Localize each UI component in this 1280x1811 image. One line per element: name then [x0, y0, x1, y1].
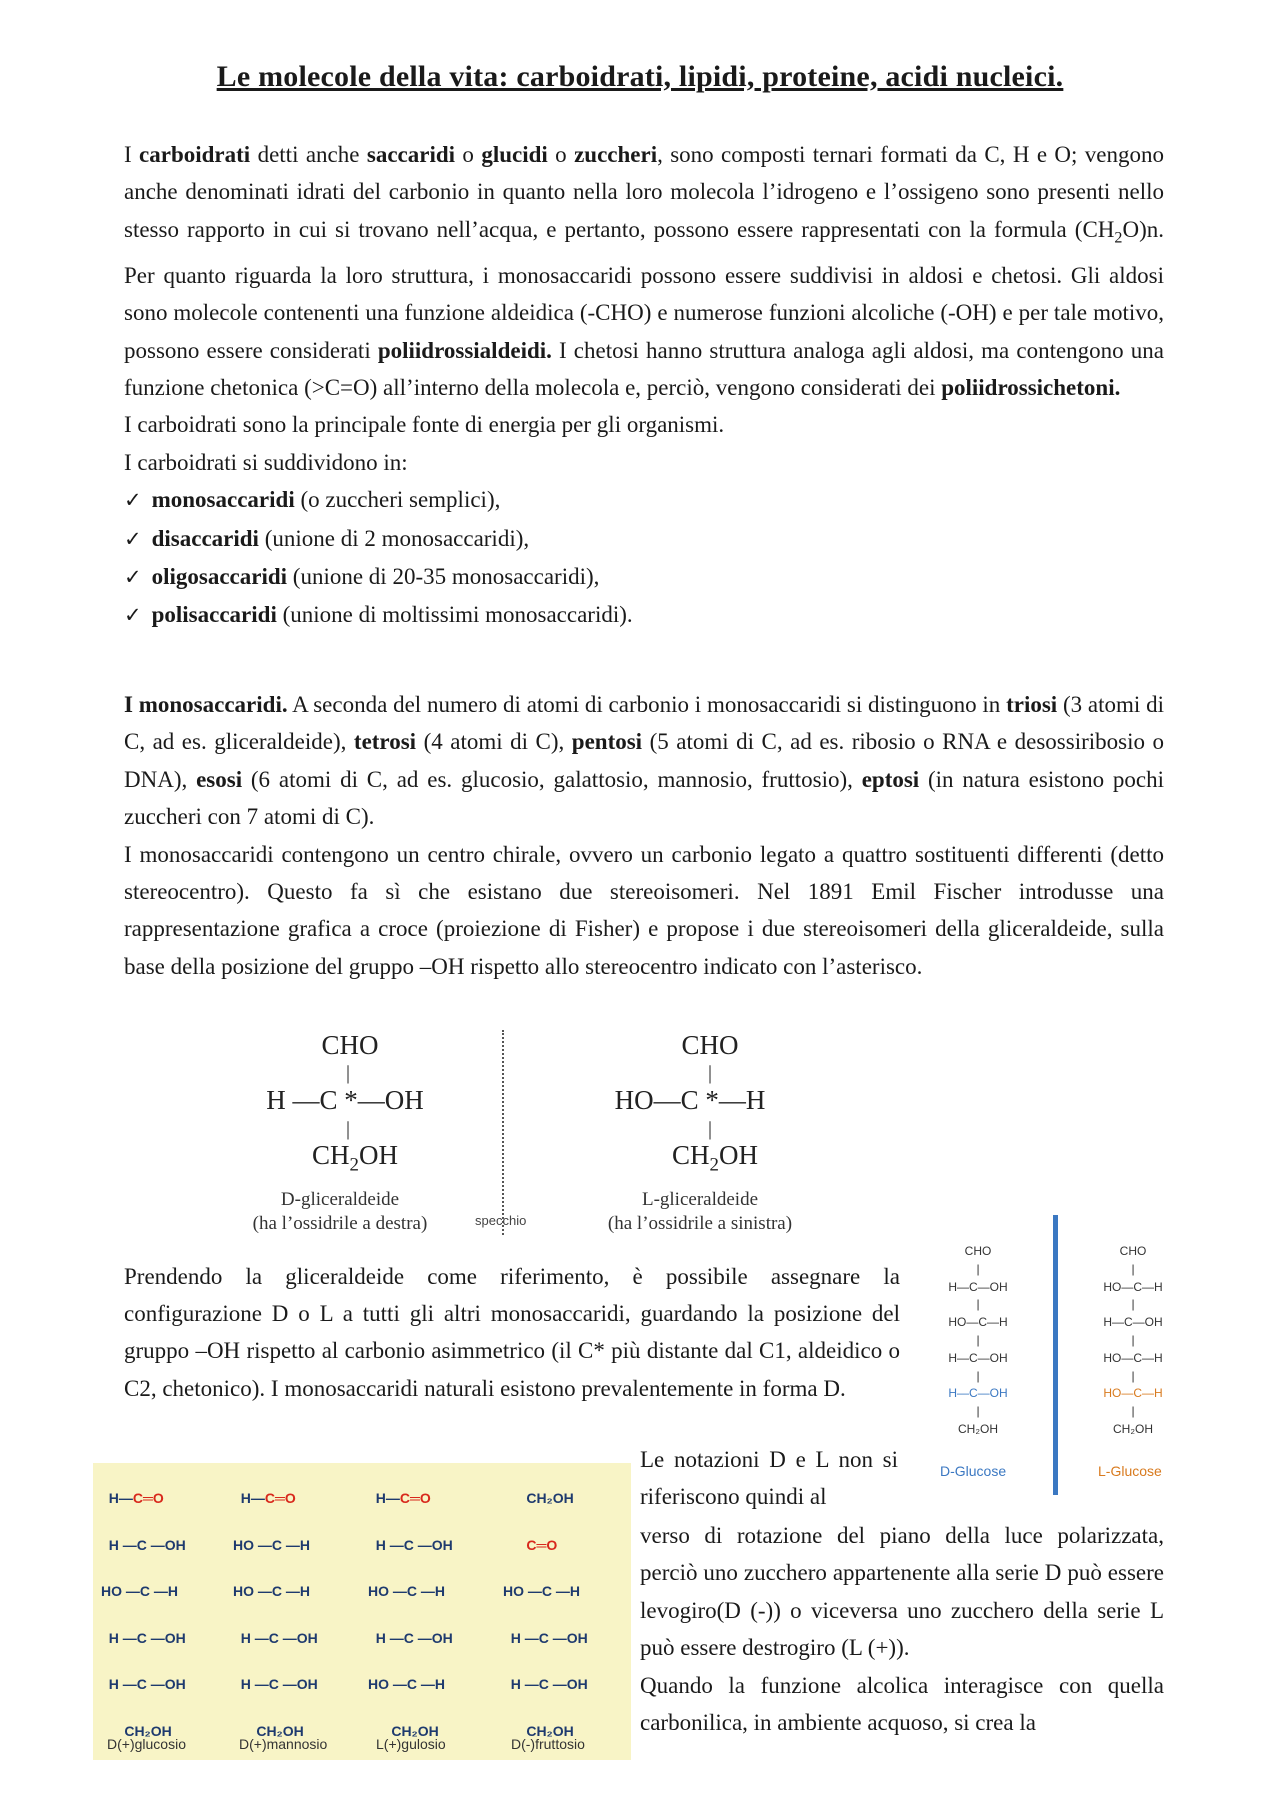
glucose-row: H—C—OH: [1103, 1315, 1163, 1330]
list-item: ✓ monosaccaridi (o zuccheri semplici),: [124, 487, 501, 513]
mirror-bar: [1053, 1215, 1058, 1495]
fisher-projections-figure: [93, 1463, 631, 1760]
glucose-row: CH₂OH: [958, 1421, 998, 1436]
notation-paragraph-start: Le notazioni D e L non si riferiscono quindi al: [640, 1447, 898, 1510]
glucose-row: |: [1131, 1368, 1135, 1383]
intro-paragraph: I carboidrati detti anche saccaridi o glucidi o zuccheri, sono composti ternari formati da C, H e O; vengono anche denominati idrati del carbonio in quanto nella loro molecola l’idrogeno e l’ossigeno sono presenti nello stesso rapporto in cui si trovano nell’acqua, e pertanto, possono essere rappresentati con la formula $(CH_2O)n$. Per quanto riguarda la loro struttura, i monosaccaridi possono essere suddivisi in aldosi e chetosi. Gli aldosi sono molecole contenenti una funzione aldeidica (-CHO) e numerose funzioni alcoliche (-OH) e per tale motivo, possono essere considerati poliidrossialdeidi. I chetosi hanno struttura analoga agli aldosi, ma contengono una funzione chetonica (>C=O) all’interno della molecola e, perciò, vengono considerati dei poliidrossichetoni. I carboidrati sono la principale fonte di energia per gli organismi. I carboidrati si suddividono in: ✓ monosaccaridi (o zuccheri semplici), ✓ disaccaridi (unione di 2 monosaccaridi), ✓ oligosaccaridi (unione di 20-35 monosaccaridi), ✓ polisaccaridi (unione di moltissimi monosaccaridi).: [124, 136, 1164, 635]
mirror-label: specchio: [475, 1213, 527, 1228]
glucose-row: |: [976, 1368, 980, 1383]
glucose-row: CH₂OH: [1113, 1421, 1153, 1436]
glucose-row: |: [1131, 1332, 1135, 1347]
list-item: ✓ polisaccaridi (unione di moltissimi monosaccaridi).: [124, 602, 633, 628]
glucose-row: |: [976, 1261, 980, 1276]
glucose-row: HO—C—H: [1103, 1279, 1163, 1294]
l-ch2oh: $CH_2OH$: [672, 1140, 758, 1176]
glyceraldehyde-figure: CHO | H —C *—OH | $CH_2OH$ D-gliceraldeide (ha l’ossidrile a destra) specchio CHO | HO—C *—H | $CH_2OH$ L-gliceraldeide (ha l’ossidrile a sinistra): [230, 1030, 830, 1245]
list-item: ✓ disaccaridi (unione di 2 monosaccaridi),: [124, 525, 530, 551]
dl-configuration-paragraph: Prendendo la gliceraldeide come riferimento, è possibile assegnare la configurazione D o L a tutti gli altri monosaccaridi, guardando la posizione del gruppo –OH rispetto al carbonio asimmetrico (il C* più distante dal C1, aldeidico o C2, chetonico). I monosaccaridi naturali esistono prevalentemente in forma D.: [124, 1264, 900, 1401]
d-cho-label: CHO: [321, 1030, 379, 1060]
glucose-row: H—C—OH: [948, 1386, 1008, 1401]
d-stereocenter: H —C *—OH: [266, 1085, 424, 1115]
d-glucose-structure: [923, 1243, 1033, 1439]
page-title: Le molecole della vita: carboidrati, lipidi, proteine, acidi nucleici.: [216, 60, 1064, 93]
monosaccharides-paragraph: I monosaccaridi. A seconda del numero di atomi di carbonio i monosaccaridi si distinguono in triosi (3 atomi di C, ad es. gliceraldeide), tetrosi (4 atomi di C), pentosi (5 atomi di C, ad es. ribosio o RNA e desossiribosio o DNA), esosi (6 atomi di C, ad es. glucosio, galattosio, mannosio, fruttosio), eptosi (in natura esistono pochi zuccheri con 7 atomi di C). I monosaccaridi contengono un centro chirale, ovvero un carbonio legato a quattro sostituenti differenti (detto stereocentro). Questo fa sì che esistano due stereoisomeri. Nel 1891 Emil Fischer introdusse una rappresentazione grafica a croce (proiezione di Fisher) e propose i due stereoisomeri della gliceraldeide, sulla base della posizione del gruppo –OH rispetto allo stereocentro indicato con l’asterisco.: [124, 686, 1164, 985]
chirality-paragraph: I monosaccaridi contengono un centro chirale, ovvero un carbonio legato a quattro sostituenti differenti (detto stereocentro). Questo fa sì che esistano due stereoisomeri. Nel 1891 Emil Fischer introdusse una rappresentazione grafica a croce (proiezione di Fisher) e propose i due stereoisomeri della gliceraldeide, sulla base della posizione del gruppo –OH rispetto allo stereocentro indicato con l’asterisco.: [124, 841, 1164, 979]
glucose-row: HO—C—H: [948, 1315, 1008, 1330]
glucose-row: |: [1131, 1404, 1135, 1419]
fisher-caption: D(-)fruttosio: [511, 1736, 585, 1752]
list-item: ✓ oligosaccaridi (unione di 20-35 monosaccaridi),: [124, 564, 600, 590]
glucose-row: HO—C—H: [1103, 1386, 1163, 1401]
glucose-row: |: [976, 1297, 980, 1312]
glucose-row: CHO: [1119, 1244, 1147, 1258]
d-glucose-label: D-Glucose: [940, 1463, 1007, 1479]
glucose-row: |: [976, 1404, 980, 1419]
hemiacetal-paragraph: Quando la funzione alcolica interagisce con quella carbonilica, in ambiente acquoso, si crea la: [640, 1673, 1164, 1736]
l-glyceraldehyde-caption: L-gliceraldeide (ha l’ossidrile a sinistra): [607, 1189, 793, 1234]
intro-line-1: I carboidrati sono la principale fonte di energia per gli organismi.: [124, 412, 725, 438]
glucose-row: H—C—OH: [948, 1350, 1008, 1365]
d-ch2oh: $CH_2OH$: [312, 1140, 398, 1176]
glucose-fisher: H—C═O H —C —OH HO —C —H H —C —OH H —C —OH CH₂OH: [101, 1490, 186, 1739]
mirror-line: [502, 1030, 504, 1235]
glucose-row: CHO: [964, 1244, 992, 1258]
fisher-caption: L(+)gulosio: [376, 1736, 446, 1752]
glucose-figure: [918, 1215, 1178, 1505]
glucose-row: H—C—OH: [948, 1279, 1008, 1294]
d-glyceraldehyde-caption: D-gliceraldeide (ha l’ossidrile a destra): [252, 1189, 428, 1234]
fisher-caption: D(+)mannosio: [239, 1736, 328, 1752]
notation-paragraph: verso di rotazione del piano della luce polarizzata, perciò uno zucchero appartenente alla serie D può essere levogiro(D (-)) o viceversa uno zucchero della serie L può essere destrogiro (L (+)).: [640, 1523, 1164, 1661]
glucose-row: HO—C—H: [1103, 1350, 1163, 1365]
gulose-fisher: H—C═O H —C —OH HO —C —H H —C —OH HO —C —H CH₂OH: [368, 1490, 453, 1739]
l-glucose-structure: [1078, 1243, 1188, 1439]
fructose-fisher: CH₂OH C═O HO —C —H H —C —OH H —C —OH CH₂OH: [503, 1490, 588, 1739]
mannose-fisher: H—C═O HO —C —H HO —C —H H —C —OH H —C —OH CH₂OH: [233, 1490, 318, 1739]
glucose-row: |: [1131, 1297, 1135, 1312]
intro-line-2: I carboidrati si suddividono in:: [124, 449, 408, 475]
glucose-row: |: [1131, 1261, 1135, 1276]
l-cho-label: CHO: [681, 1030, 739, 1060]
fisher-caption: D(+)glucosio: [107, 1736, 186, 1752]
glucose-row: |: [976, 1332, 980, 1347]
l-stereocenter: HO—C *—H: [614, 1085, 766, 1115]
l-glucose-label: L-Glucose: [1098, 1463, 1162, 1479]
